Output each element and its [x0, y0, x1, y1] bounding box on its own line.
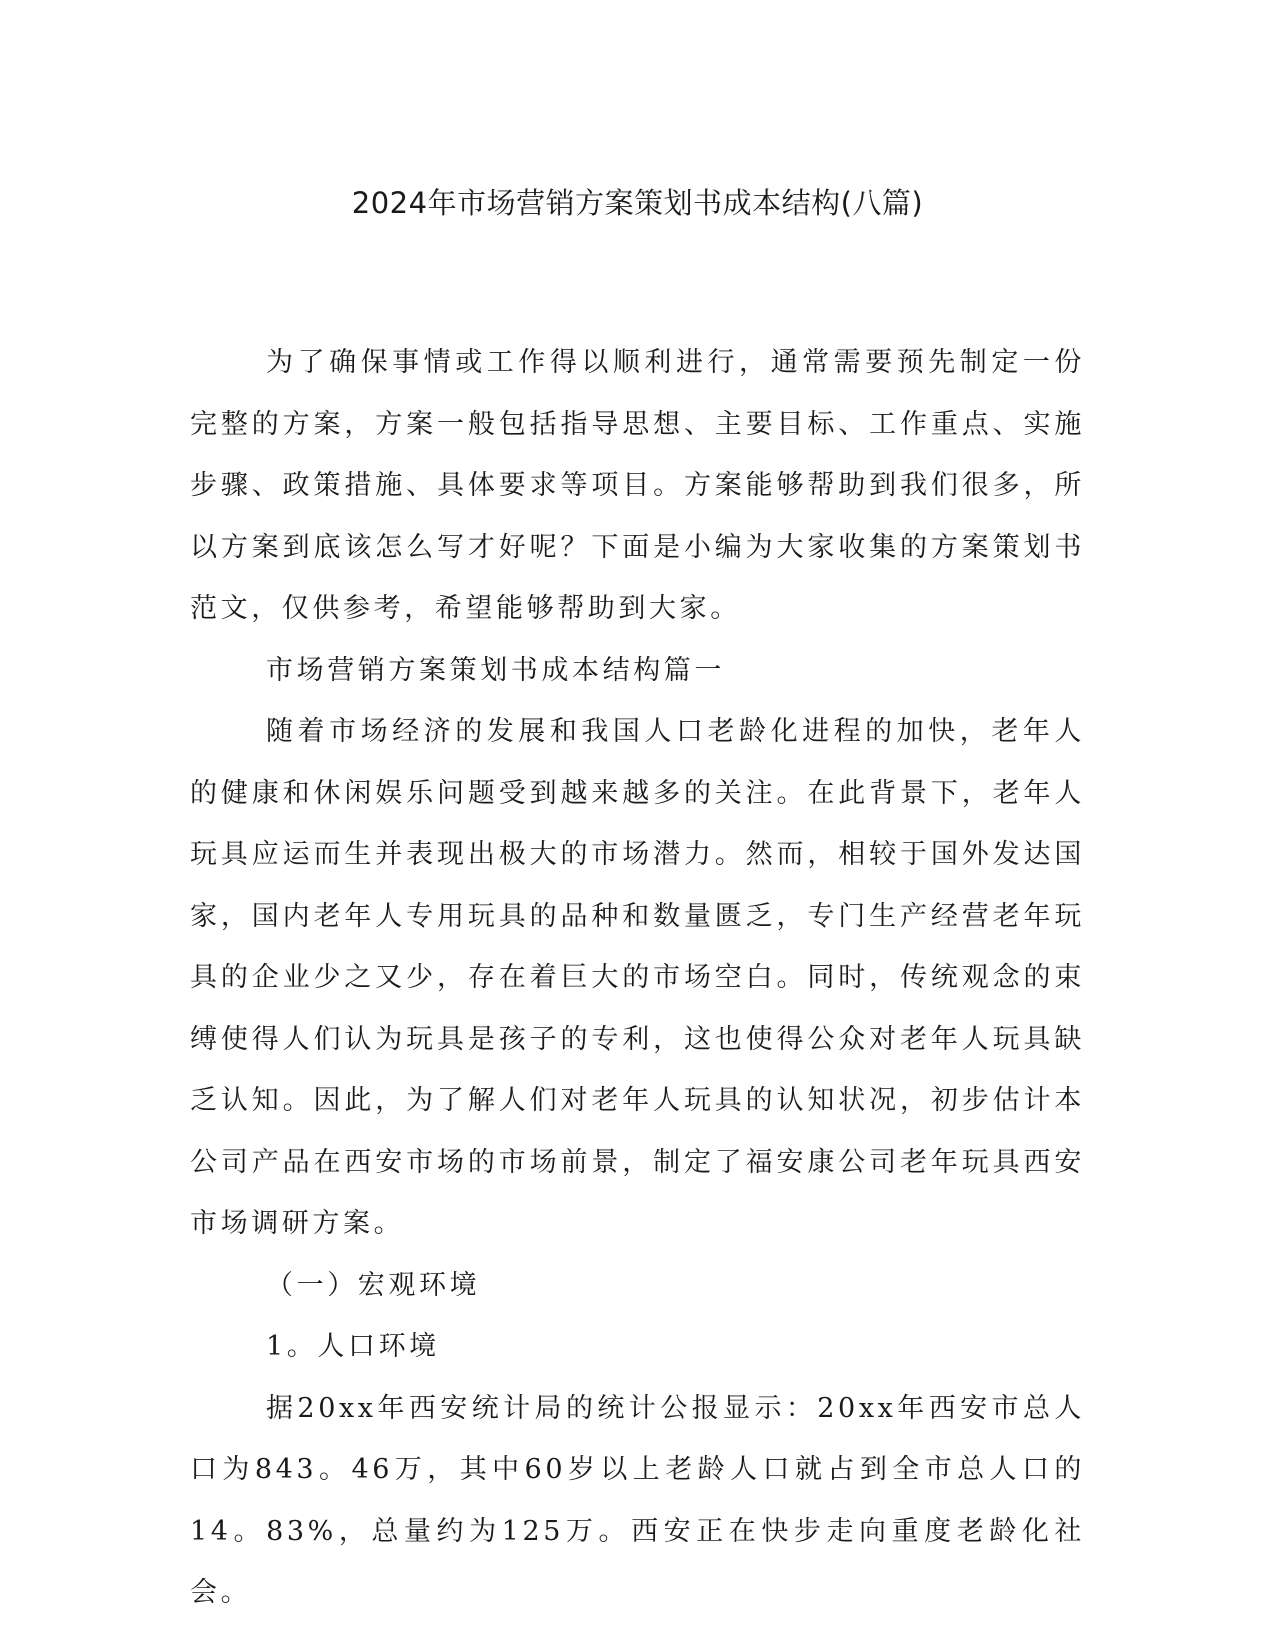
background-paragraph: 随着市场经济的发展和我国人口老龄化进程的加快，老年人的健康和休闲娱乐问题受到越来越多的关注。在此背景下，老年人玩具应运而生并表现出极大的市场潜力。然而，相较于国外发达国家，国内老年人专用玩具的品种和数量匮乏，专门生产经营老年玩具的企业少之又少，存在着巨大的市场空白。同时，传统观念的束缚使得人们认为玩具是孩子的专利，这也使得公众对老年人玩具缺乏认知。因此，为了解人们对老年人玩具的认知状况，初步估计本公司产品在西安市场的市场前景，制定了福安康公司老年玩具西安市场调研方案。 [190, 716, 1085, 1239]
population-statistics-paragraph: 据20xx年西安统计局的统计公报显示：20xx年西安市总人口为843。46万，其中60岁以上老龄人口就占到全市总人口的14。83%，总量约为125万。西安正在快步走向重度老龄化社会。 [190, 1392, 1085, 1608]
section-heading-population-environment: 1。人口环境 [266, 1331, 440, 1362]
section-heading-chapter-one: 市场营销方案策划书成本结构篇一 [266, 654, 725, 686]
document-title: 2024年市场营销方案策划书成本结构(八篇) [351, 186, 924, 220]
section-heading-macro-environment: （一）宏观环境 [266, 1269, 481, 1301]
document-body [190, 332, 1085, 1624]
intro-paragraph: 为了确保事情或工作得以顺利进行，通常需要预先制定一份完整的方案，方案一般包括指导思想、主要目标、工作重点、实施步骤、政策措施、具体要求等项目。方案能够帮助到我们很多，所以方案到底该怎么写才好呢？下面是小编为大家收集的方案策划书范文，仅供参考，希望能够帮助到大家。 [190, 347, 1085, 624]
